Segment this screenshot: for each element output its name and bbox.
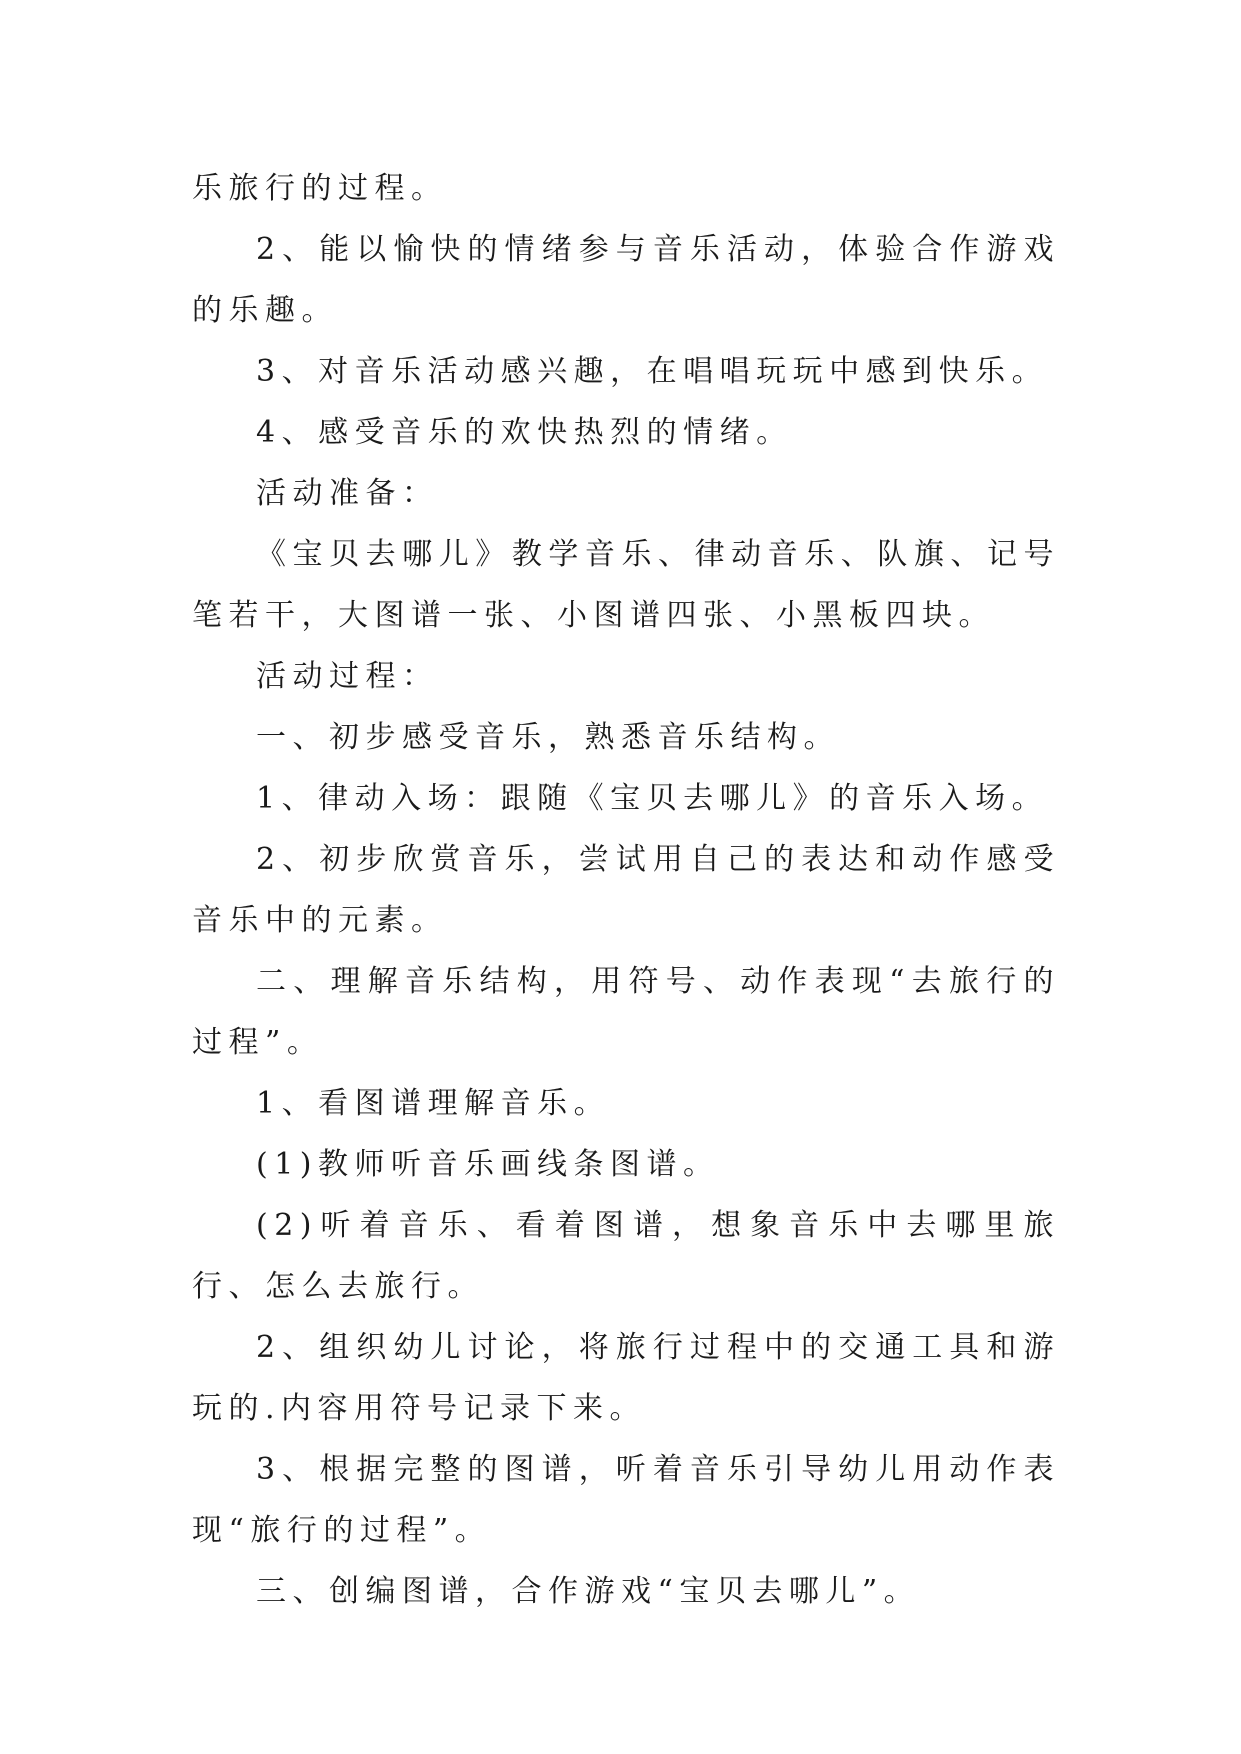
paragraph-materials: 《宝贝去哪儿》教学音乐、律动音乐、队旗、记号笔若干，大图谱一张、小图谱四张、小黑板四块。	[192, 537, 1060, 633]
document-body	[192, 158, 1060, 1622]
step-heading-1: 一、初步感受音乐，熟悉音乐结构。	[256, 720, 840, 755]
section-heading-preparation: 活动准备：	[256, 476, 439, 511]
paragraph-step-1-2: 2、初步欣赏音乐，尝试用自己的表达和动作感受音乐中的元素。	[192, 842, 1060, 938]
paragraph-step-2-1-a: (1)教师听音乐画线条图谱。	[256, 1147, 720, 1182]
paragraph-step-2-2: 2、组织幼儿讨论，将旅行过程中的交通工具和游玩的.内容用符号记录下来。	[192, 1330, 1060, 1426]
section-heading-process: 活动过程：	[256, 659, 439, 694]
paragraph-step-1-1: 1、律动入场：跟随《宝贝去哪儿》的音乐入场。	[256, 781, 1049, 816]
paragraph-step-2-3: 3、根据完整的图谱，听着音乐引导幼儿用动作表现“旅行的过程”。	[192, 1452, 1060, 1548]
paragraph-step-2-1: 1、看图谱理解音乐。	[256, 1086, 611, 1121]
step-heading-2: 二、理解音乐结构，用符号、动作表现“去旅行的过程”。	[192, 964, 1060, 1060]
paragraph-1: 乐旅行的过程。	[192, 171, 448, 206]
paragraph-3: 3、对音乐活动感兴趣，在唱唱玩玩中感到快乐。	[256, 354, 1049, 389]
step-heading-3: 三、创编图谱，合作游戏“宝贝去哪儿”。	[256, 1574, 921, 1609]
paragraph-2: 2、能以愉快的情绪参与音乐活动，体验合作游戏的乐趣。	[192, 232, 1060, 328]
paragraph-step-2-1-b: (2)听着音乐、看着图谱，想象音乐中去哪里旅行、怎么去旅行。	[192, 1208, 1060, 1304]
paragraph-4: 4、感受音乐的欢快热烈的情绪。	[256, 415, 793, 450]
